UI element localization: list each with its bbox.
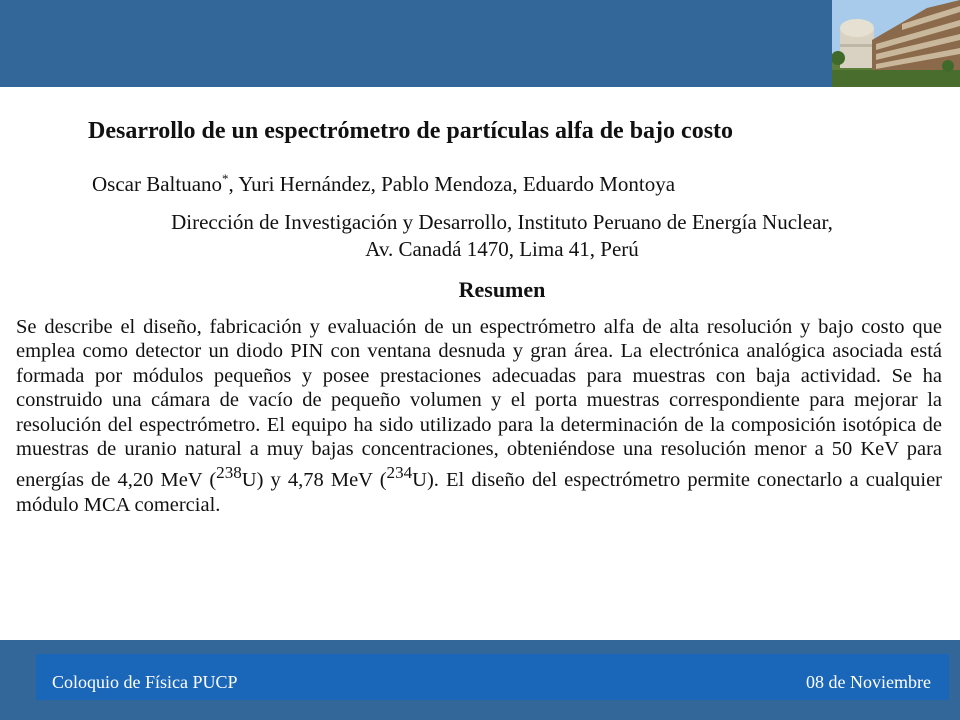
- abstract-body: [16, 315, 942, 517]
- abstract-text-3: U). El diseño del espectrómetro permite conectarlo a cualquier módulo MCA comercial.: [16, 469, 942, 516]
- author-footnote-mark: *: [222, 171, 229, 186]
- affiliation-line-2: Av. Canadá 1470, Lima 41, Perú: [365, 237, 639, 261]
- footer-date: 08 de Noviembre: [806, 672, 931, 692]
- campus-building-photo: [832, 0, 960, 87]
- paper-title: Desarrollo de un espectrómetro de partículas alfa de bajo costo: [88, 118, 734, 144]
- paper-abstract-page: [16, 112, 942, 517]
- affiliation: [72, 209, 932, 263]
- isotope-234-mass: 234: [386, 463, 413, 483]
- author-first: Oscar Baltuano: [92, 172, 223, 196]
- footer-band: [36, 654, 949, 700]
- footer-event-name: Coloquio de Física PUCP: [52, 672, 238, 692]
- authors-rest: , Yuri Hernández, Pablo Mendoza, Eduardo Montoya: [228, 172, 676, 196]
- affiliation-line-1: Dirección de Investigación y Desarrollo, Instituto Peruano de Energía Nuclear,: [171, 210, 833, 234]
- isotope-238-mass: 238: [216, 463, 242, 483]
- abstract-text-1: Se describe el diseño, fabricación y evaluación de un espectrómetro alfa de alta resolución y bajo costo que emplea como detector un diodo PIN con ventana desnuda y gran área. La electrónica analógica asociada está formada por módulos pequeños y posee prestaciones adecuadas para muestras con baja actividad. Se ha construido una cámara de vacío de pequeño volumen y el porta muestras correspondiente para mejorar la resolución del espectrómetro. El equipo ha sido utilizado para la determinación de la composición isotópica de muestras de uranio natural a muy bajas concentraciones, obteniéndose una resolución menor a 50 KeV para energías de 4,20 MeV (: [16, 316, 942, 492]
- author-list: [92, 166, 942, 197]
- header-bar: [0, 0, 960, 87]
- abstract-heading: Resumen: [458, 277, 546, 302]
- abstract-text-2: U) y 4,78 MeV (: [241, 469, 387, 492]
